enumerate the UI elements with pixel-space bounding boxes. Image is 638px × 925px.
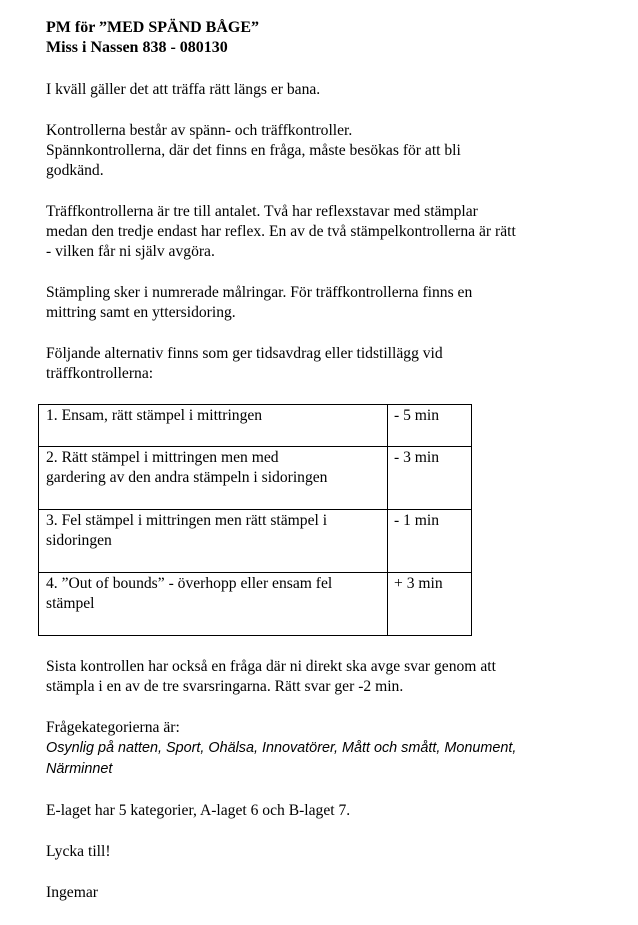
table-row: [39, 510, 472, 573]
rule-value: - 5 min: [388, 405, 472, 447]
document-title: PM för ”MED SPÄND BÅGE”: [46, 19, 260, 36]
table-row: [39, 405, 472, 447]
alt-line-2: träffkontrollerna:: [46, 365, 154, 382]
last-line-2: stämpla i en av de tre svarsringarna. Rätt svar ger -2 min.: [46, 678, 404, 695]
document-page: [46, 18, 606, 903]
hit-controls-paragraph: [46, 202, 606, 262]
rule-value: + 3 min: [388, 573, 472, 636]
last-line-1: Sista kontrollen har också en fråga där ni direkt ska avge svar genom att: [46, 658, 496, 675]
rule-description: [39, 510, 388, 573]
hit-line-3: - vilken får ni själv avgöra.: [46, 243, 215, 260]
stamp-line-1: Stämpling sker i numrerade målringar. För träffkontrollerna finns en: [46, 284, 473, 301]
alt-line-1: Följande alternativ finns som ger tidsavdrag eller tidstillägg vid: [46, 345, 443, 362]
controls-line-2: Spännkontrollerna, där det finns en fråga, måste besökas för att bli: [46, 142, 461, 159]
hit-line-2: medan den tredje endast har reflex. En av de två stämpelkontrollerna är rätt: [46, 223, 516, 240]
signature: Ingemar: [46, 884, 98, 901]
table-row: [39, 573, 472, 636]
rule-value: - 3 min: [388, 447, 472, 510]
rule-description: [39, 447, 388, 510]
controls-paragraph: [46, 121, 606, 181]
teams-paragraph: E-laget har 5 kategorier, A-laget 6 och B-laget 7.: [46, 802, 351, 819]
table-row: [39, 447, 472, 510]
alternatives-paragraph: [46, 344, 606, 384]
rule-text-line: 4. ”Out of bounds” - överhopp eller ensam fel: [46, 575, 333, 592]
hit-line-1: Träffkontrollerna är tre till antalet. Två har reflexstavar med stämplar: [46, 203, 478, 220]
categories-intro: Frågekategorierna är:: [46, 719, 180, 736]
rule-description: [39, 405, 388, 447]
intro-paragraph: I kväll gäller det att träffa rätt längs er bana.: [46, 81, 321, 98]
rules-table: [38, 404, 472, 636]
good-luck-text: Lycka till!: [46, 843, 111, 860]
stamp-line-2: mittring samt en yttersidoring.: [46, 304, 236, 321]
controls-line-3: godkänd.: [46, 162, 104, 179]
rule-text-line: 2. Rätt stämpel i mittringen men med: [46, 449, 279, 466]
controls-line-1: Kontrollerna består av spänn- och träffkontroller.: [46, 122, 353, 139]
categories-list-line-2: Närminnet: [46, 761, 113, 777]
categories-list-line-1: Osynlig på natten, Sport, Ohälsa, Innovatörer, Mått och smått, Monument,: [46, 740, 517, 756]
stamping-paragraph: [46, 283, 606, 323]
rule-text-line: stämpel: [46, 595, 95, 612]
document-subtitle: Miss i Nassen 838 - 080130: [46, 39, 228, 56]
rule-description: [39, 573, 388, 636]
rule-text-line: 1. Ensam, rätt stämpel i mittringen: [46, 407, 263, 424]
rule-text-line: sidoringen: [46, 532, 112, 549]
rule-text-line: gardering av den andra stämpeln i sidoringen: [46, 469, 328, 486]
categories-paragraph: [46, 718, 606, 780]
last-control-paragraph: [46, 657, 606, 697]
rule-value: - 1 min: [388, 510, 472, 573]
rule-text-line: 3. Fel stämpel i mittringen men rätt stämpel i: [46, 512, 328, 529]
